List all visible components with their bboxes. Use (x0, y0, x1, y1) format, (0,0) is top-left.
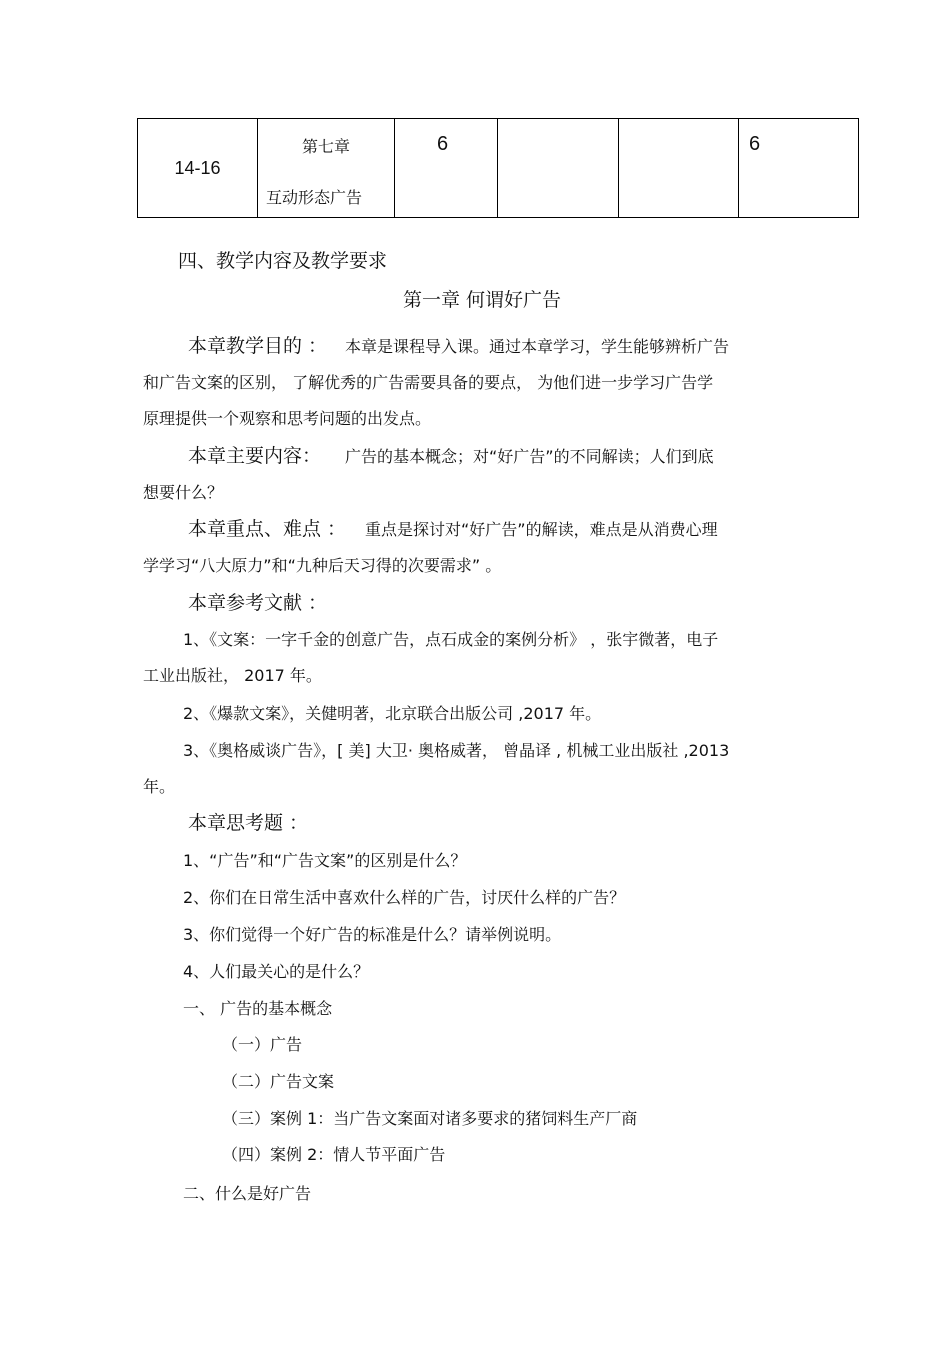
key-points-label: 本章重点、难点 ： (188, 518, 347, 540)
week-cell: 14-16 (138, 119, 258, 218)
references-label: 本章参考文献 ： (188, 592, 328, 614)
hours-total-cell (395, 119, 498, 218)
reference-1-line-2: 工业出版社， 2017 年。 (143, 666, 322, 685)
outline-section-1: 一、 广告的基本概念 (183, 999, 333, 1018)
main-content-line-1: 广告的基本概念；对“好广告”的不同解读；人们到底 (345, 447, 714, 466)
main-content-label: 本章主要内容： (188, 445, 322, 467)
question-1: 1、“广告”和“广告文案”的区别是什么？ (183, 851, 467, 870)
empty-cell-5 (619, 119, 739, 218)
reference-3-line-1: 3、《奥格威谈广告》，[ 美] 大卫· 奥格威著， 曾晶译 , 机械工业出版社 ,2013 (183, 741, 730, 760)
section-heading: 四、教学内容及教学要求 (178, 250, 388, 272)
hours-total-value: 6 (437, 133, 449, 155)
key-points-line-2: 学学习“八大原力”和“九种后天习得的次要需求” 。 (143, 556, 502, 575)
reference-3-line-2: 年。 (143, 777, 176, 796)
schedule-table (137, 118, 859, 218)
empty-cell-4 (498, 119, 619, 218)
reference-2: 2、《爆款文案》，关健明著，北京联合出版公司 ,2017 年。 (183, 704, 602, 723)
purpose-label: 本章教学目的 ： (188, 335, 328, 357)
outline-section-2: 二、什么是好广告 (183, 1184, 312, 1203)
chapter-cell (258, 119, 395, 218)
hours-last-cell (739, 119, 859, 218)
outline-item-1-2: （二）广告文案 (222, 1072, 335, 1091)
hours-last-value: 6 (749, 133, 761, 155)
outline-item-1-4: （四）案例 2：情人节平面广告 (222, 1145, 446, 1164)
key-points-line-1: 重点是探讨对“好广告”的解读，难点是从消费心理 (365, 520, 718, 539)
question-4: 4、人们最关心的是什么？ (183, 962, 370, 981)
outline-item-1-3: （三）案例 1：当广告文案面对诸多要求的猪饲料生产厂商 (222, 1109, 638, 1128)
question-2: 2、你们在日常生活中喜欢什么样的广告，讨厌什么样的广告？ (183, 888, 626, 907)
chapter-name: 互动形态广告 (266, 188, 363, 207)
purpose-line-2: 和广告文案的区别， 了解优秀的广告需要具备的要点， 为他们进一步学习广告学 (143, 373, 714, 392)
chapter-number: 第七章 (301, 137, 350, 156)
question-3: 3、你们觉得一个好广告的标准是什么？请举例说明。 (183, 925, 562, 944)
main-content-line-2: 想要什么？ (143, 483, 224, 502)
chapter-title: 第一章 何谓好广告 (403, 289, 562, 311)
reference-1-line-1: 1、《文案：一字千金的创意广告，点石成金的案例分析》 ，张宇微著，电子 (183, 630, 719, 649)
purpose-line-3: 原理提供一个观察和思考问题的出发点。 (143, 409, 432, 428)
outline-item-1-1: （一）广告 (222, 1035, 303, 1054)
purpose-line-1: 本章是课程导入课。通过本章学习，学生能够辨析广告 (345, 337, 730, 356)
questions-label: 本章思考题 ： (188, 812, 309, 834)
